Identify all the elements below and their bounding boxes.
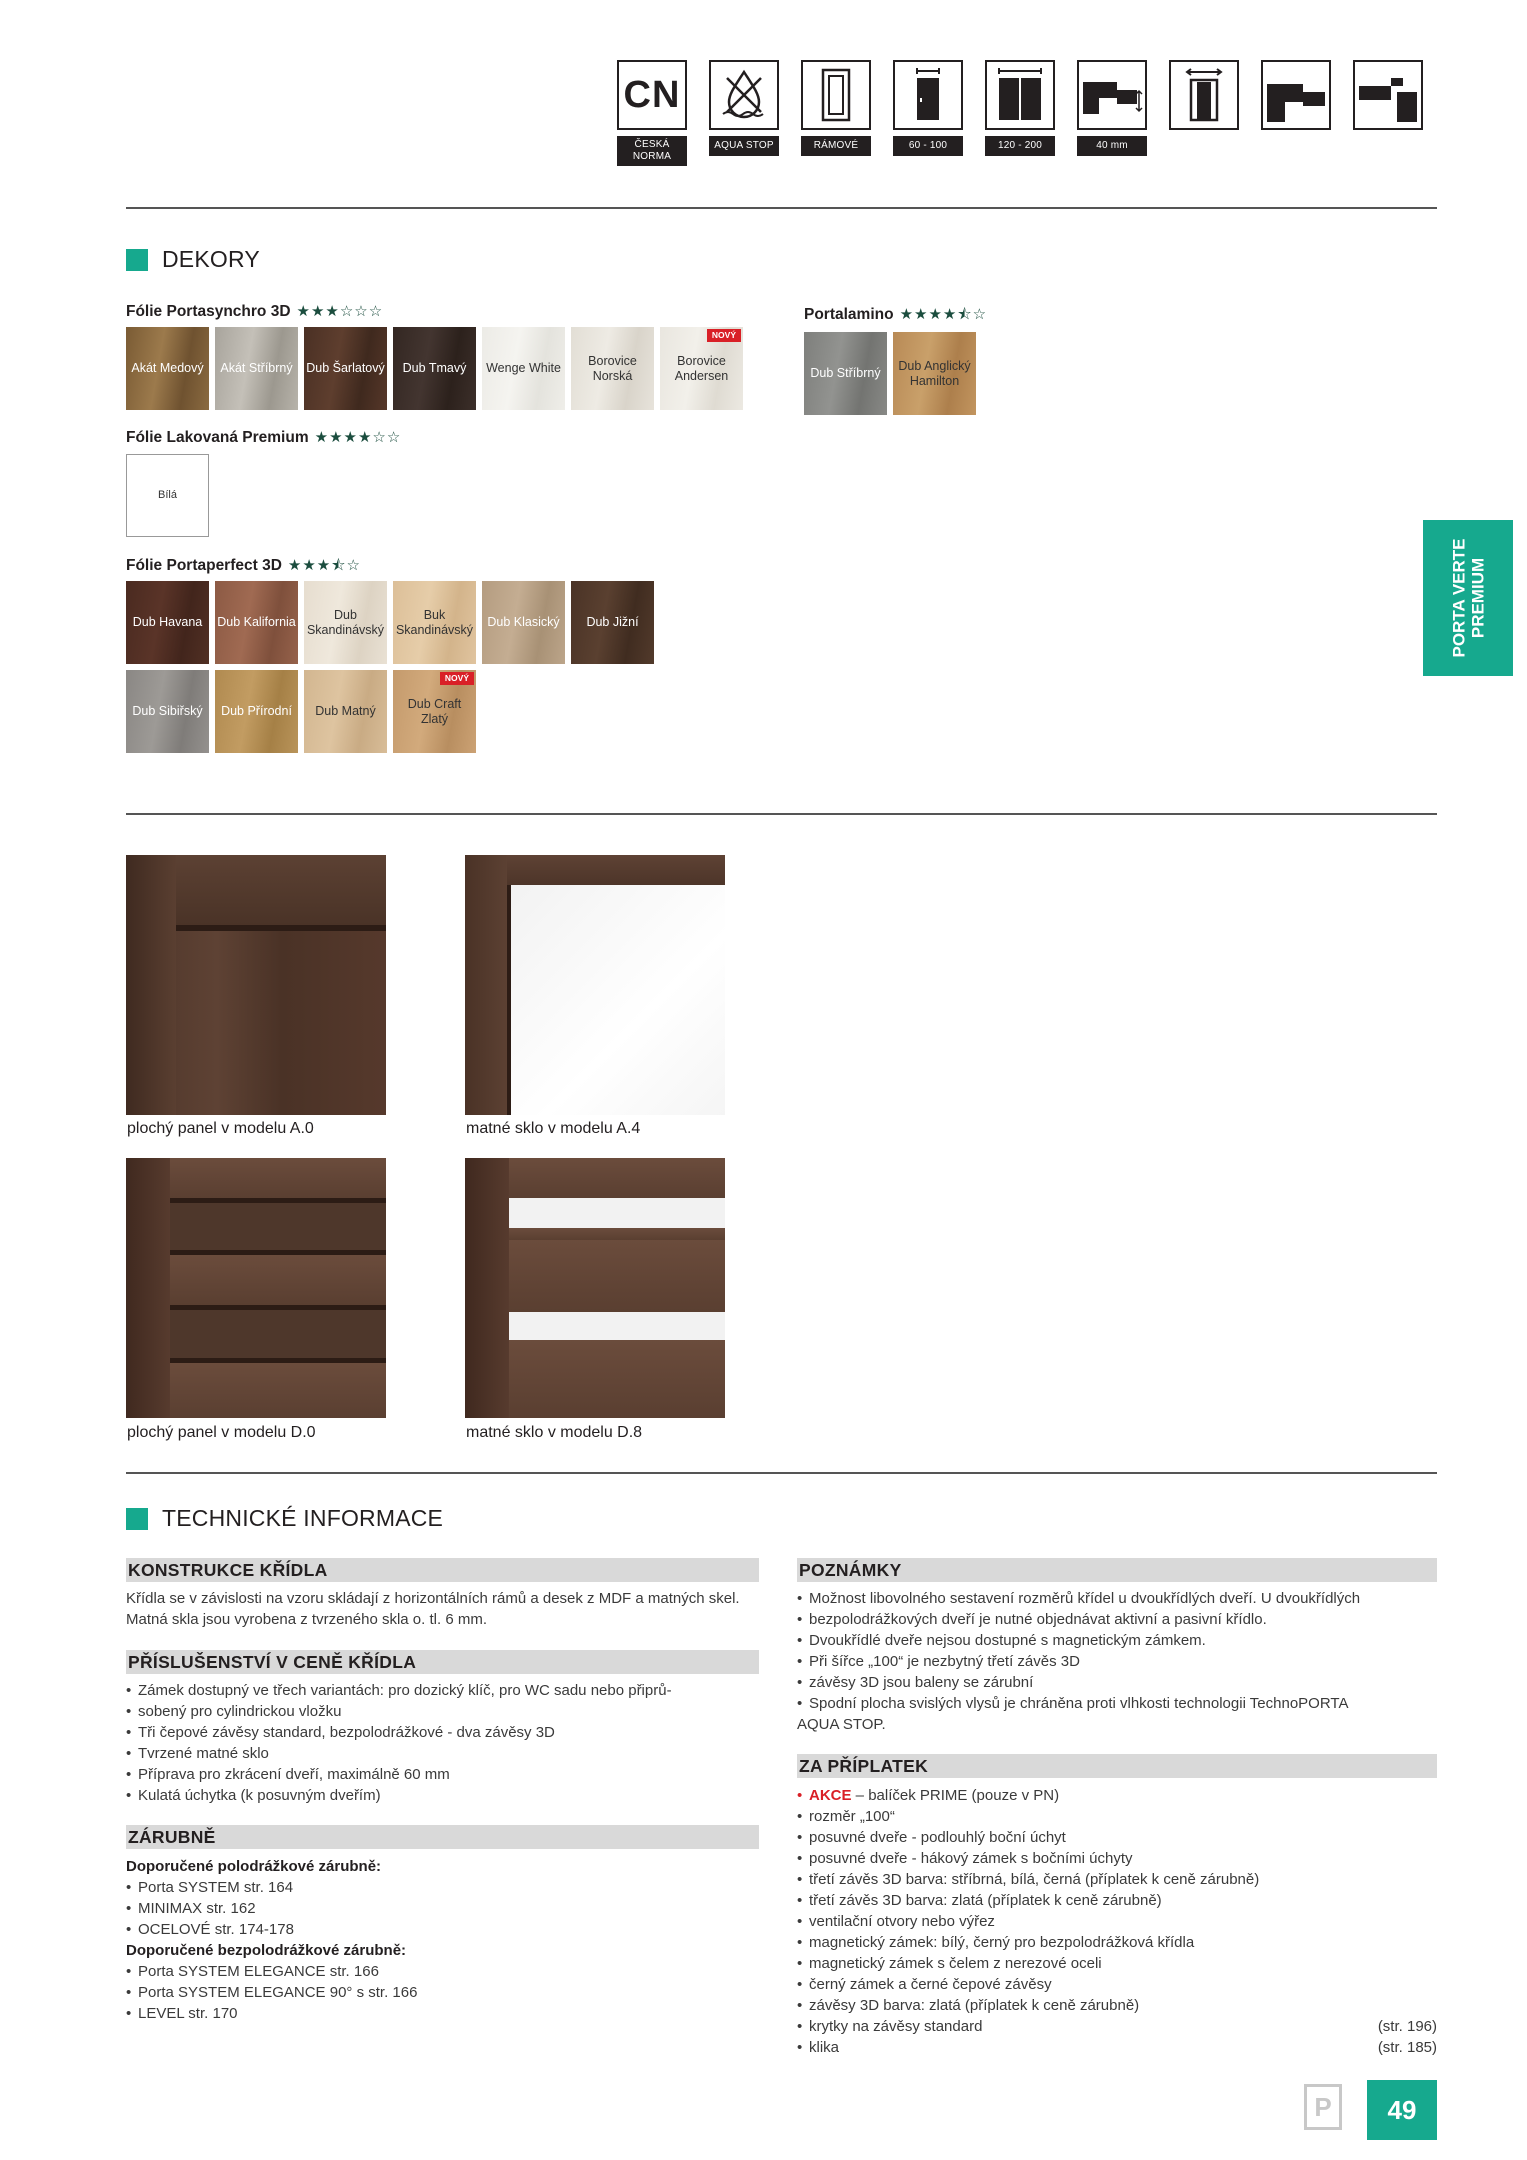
swatch-bila: Bílá <box>126 454 209 537</box>
list-item: • Tři čepové závěsy standard, bezpolodrážkové - dva závěsy 3D <box>126 1722 759 1743</box>
swatch-buk-skandinavsky: Buk Skandinávský <box>393 581 476 664</box>
new-badge: NOVÝ <box>440 672 474 685</box>
list-item: • třetí závěs 3D barva: stříbrná, bílá, černá (příplatek k ceně zárubně) <box>797 1869 1437 1890</box>
frame-profile-2-icon <box>1353 60 1423 130</box>
list-item-continuation: • sobený pro cylindrickou vložku <box>126 1701 759 1722</box>
list-item: • Dvoukřídlé dveře nejsou dostupné s magnetickým zámkem. <box>797 1630 1437 1651</box>
priplatek-heading: ZA PŘÍPLATEK <box>797 1754 1437 1778</box>
zarubne-heading: ZÁRUBNĚ <box>126 1825 759 1849</box>
list-item-with-ref: • krytky na závěsy standard (str. 196) <box>797 2016 1437 2037</box>
icon-label-ramove: RÁMOVÉ <box>801 136 871 156</box>
list-item: • posuvné dveře - hákový zámek s bočními úchyty <box>797 1848 1437 1869</box>
prislusenstvi-heading: PŘÍSLUŠENSTVÍ V CENĚ KŘÍDLA <box>126 1650 759 1674</box>
swatch-dub-stribrny: Dub Stříbrný <box>804 332 887 415</box>
list-item: • Porta SYSTEM ELEGANCE 90° s str. 166 <box>126 1982 759 2003</box>
swatch-dub-tmavy: Dub Tmavý <box>393 327 476 410</box>
icon-label-thickness: 40 mm <box>1077 136 1147 156</box>
list-item: • OCELOVÉ str. 174-178 <box>126 1919 759 1940</box>
product-feature-icons <box>617 60 1437 170</box>
divider <box>126 813 1437 815</box>
icon-label-aqua-stop: AQUA STOP <box>709 136 779 156</box>
list-item: • černý zámek a černé čepové závěsy <box>797 1974 1437 1995</box>
dekory-title: DEKORY <box>126 246 260 273</box>
swatch-dub-sarlatovy: Dub Šarlatový <box>304 327 387 410</box>
list-item: • Příprava pro zkrácení dveří, maximálně 60 mm <box>126 1764 759 1785</box>
list-item: • Možnost libovolného sestavení rozměrů křídel u dvoukřídlých dveří. U dvoukřídlých <box>797 1588 1437 1609</box>
ramove-icon <box>801 60 871 130</box>
rating-stars: ★★★⯪☆ <box>287 557 361 574</box>
swatch-borovice-andersen: Borovice Andersen NOVÝ <box>660 327 743 410</box>
list-item: • Při šířce „100“ je nezbytný třetí závěs 3D <box>797 1651 1437 1672</box>
list-item: • Spodní plocha svislých vlysů je chráněna proti vlhkosti technologii TechnoPORTA <box>797 1693 1437 1714</box>
list-item: • magnetický zámek: bílý, černý pro bezpolodrážková křídla <box>797 1932 1437 1953</box>
porta-logo: P <box>1304 2084 1342 2130</box>
frame-profile-icon <box>1261 60 1331 130</box>
list-item-with-ref: • klika (str. 185) <box>797 2037 1437 2058</box>
photo-frosted-glass-d8 <box>465 1158 725 1418</box>
door-width-icon <box>1169 60 1239 130</box>
list-item: • posuvné dveře - podlouhlý boční úchyt <box>797 1827 1437 1848</box>
konstrukce-heading: KONSTRUKCE KŘÍDLA <box>126 1558 759 1582</box>
photo-flat-panel-a0 <box>126 855 386 1115</box>
category-side-tab: PORTA VERTE PREMIUM <box>1423 520 1513 676</box>
swatch-dub-kalifornia: Dub Kalifornia <box>215 581 298 664</box>
portalamino-title: Portalamino ★★★★⯪☆ <box>804 306 988 323</box>
swatch-akat-stribrny: Akát Stříbrný <box>215 327 298 410</box>
swatch-dub-klasicky: Dub Klasický <box>482 581 565 664</box>
icon-label-width-60-100: 60 - 100 <box>893 136 963 156</box>
list-item: • magnetický zámek s čelem z nerezové oceli <box>797 1953 1437 1974</box>
rating-stars: ★★★★☆☆ <box>314 429 402 446</box>
section-marker <box>126 1508 148 1530</box>
aqua-stop-icon <box>709 60 779 130</box>
priplatek-list <box>797 1785 1437 2058</box>
ceska-norma-icon: CN <box>617 60 687 130</box>
swatch-dub-skandinavsky: Dub Skandinávský <box>304 581 387 664</box>
icon-label-width-120-200: 120 - 200 <box>985 136 1055 156</box>
swatch-dub-anglicky-hamilton: Dub Anglický Hamilton <box>893 332 976 415</box>
list-item: • MINIMAX str. 162 <box>126 1898 759 1919</box>
portaperfect-title: Fólie Portaperfect 3D ★★★⯪☆ <box>126 557 361 574</box>
tech-info-title: TECHNICKÉ INFORMACE <box>126 1505 443 1532</box>
list-item: • Kulatá úchytka (k posuvným dveřím) <box>126 1785 759 1806</box>
list-item: • závěsy 3D jsou baleny se zárubní <box>797 1672 1437 1693</box>
swatch-dub-jizni: Dub Jižní <box>571 581 654 664</box>
swatch-akat-medovy: Akát Medový <box>126 327 209 410</box>
rating-stars: ★★★★⯪☆ <box>899 306 988 323</box>
list-item: • LEVEL str. 170 <box>126 2003 759 2024</box>
prislusenstvi-list <box>126 1680 759 1806</box>
thickness-40mm-icon <box>1077 60 1147 130</box>
photo-flat-panel-d0 <box>126 1158 386 1418</box>
list-item-continuation: • bezpolodrážkových dveří je nutné objednávat aktivní a pasivní křídlo. <box>797 1609 1437 1630</box>
list-item: • ventilační otvory nebo výřez <box>797 1911 1437 1932</box>
swatch-dub-sibirsky: Dub Sibiřský <box>126 670 209 753</box>
swatch-dub-prirodni: Dub Přírodní <box>215 670 298 753</box>
list-item: • Porta SYSTEM ELEGANCE str. 166 <box>126 1961 759 1982</box>
page-number: 49 <box>1367 2080 1437 2140</box>
photo-caption: matné sklo v modelu A.4 <box>466 1120 641 1137</box>
section-marker <box>126 249 148 271</box>
photo-caption: matné sklo v modelu D.8 <box>466 1424 643 1441</box>
new-badge: NOVÝ <box>707 329 741 342</box>
divider <box>126 207 1437 209</box>
width-120-200-icon <box>985 60 1055 130</box>
portasynchro-title: Fólie Portasynchro 3D ★★★☆☆☆ <box>126 303 384 320</box>
width-60-100-icon <box>893 60 963 130</box>
zarubne-list: Doporučené polodrážkové zárubně: • Porta SYSTEM str. 164 • MINIMAX str. 162 • OCELOVÉ str. 174-178 Doporučené bezpolodrážkové zárubně: • Porta SYSTEM ELEGANCE str. 166 • Porta SYSTEM ELEGANCE 90° s str. 166 • LEVEL str. 170 <box>126 1856 759 2024</box>
photo-caption: plochý panel v modelu A.0 <box>127 1120 314 1137</box>
konstrukce-text: Křídla se v závislosti na vzoru skládají z horizontálních rámů a desek z MDF a matných skel. Matná skla jsou vyrobena z tvrzeného skla o. tl. 6 mm. <box>126 1590 740 1628</box>
swatch-dub-craft-zlaty: Dub Craft Zlatý NOVÝ <box>393 670 476 753</box>
lakovana-title: Fólie Lakovaná Premium ★★★★☆☆ <box>126 429 402 446</box>
list-item-akce: • AKCE – balíček PRIME (pouze v PN) <box>797 1785 1437 1806</box>
swatch-dub-matny: Dub Matný <box>304 670 387 753</box>
poznamky-heading: POZNÁMKY <box>797 1558 1437 1582</box>
swatch-dub-havana: Dub Havana <box>126 581 209 664</box>
rating-stars: ★★★☆☆☆ <box>296 303 384 320</box>
photo-frosted-glass-a4 <box>465 855 725 1115</box>
list-item: • Zámek dostupný ve třech variantách: pro dozický klíč, pro WC sadu nebo připrů- <box>126 1680 759 1701</box>
list-item: • třetí závěs 3D barva: zlatá (příplatek k ceně zárubně) <box>797 1890 1437 1911</box>
swatch-wenge-white: Wenge White <box>482 327 565 410</box>
list-item: • Porta SYSTEM str. 164 <box>126 1877 759 1898</box>
icon-label-ceska-norma: ČESKÁ NORMA <box>617 136 687 166</box>
list-item: • závěsy 3D barva: zlatá (příplatek k ceně zárubně) <box>797 1995 1437 2016</box>
divider <box>126 1472 1437 1474</box>
page-reference: (str. 185) <box>1377 2039 1437 2056</box>
page-reference: (str. 196) <box>1377 2018 1437 2035</box>
poznamky-list: • Možnost libovolného sestavení rozměrů křídel u dvoukřídlých dveří. U dvoukřídlých • bezpolodrážkových dveří je nutné objednávat aktivní a pasivní křídlo. • Dvoukřídlé dveře nejsou dostupné s magnetickým zámkem. • Při šířce „100“ je nezbytný třetí závěs 3D • závěsy 3D jsou baleny se zárubní • Spodní plocha svislých vlysů je chráněna proti vlhkosti technologii TechnoPORTA AQUA STOP. <box>797 1588 1437 1735</box>
swatch-borovice-norska: Borovice Norská <box>571 327 654 410</box>
list-item: • Tvrzené matné sklo <box>126 1743 759 1764</box>
list-item: • rozměr „100“ <box>797 1806 1437 1827</box>
photo-caption: plochý panel v modelu D.0 <box>127 1424 316 1441</box>
